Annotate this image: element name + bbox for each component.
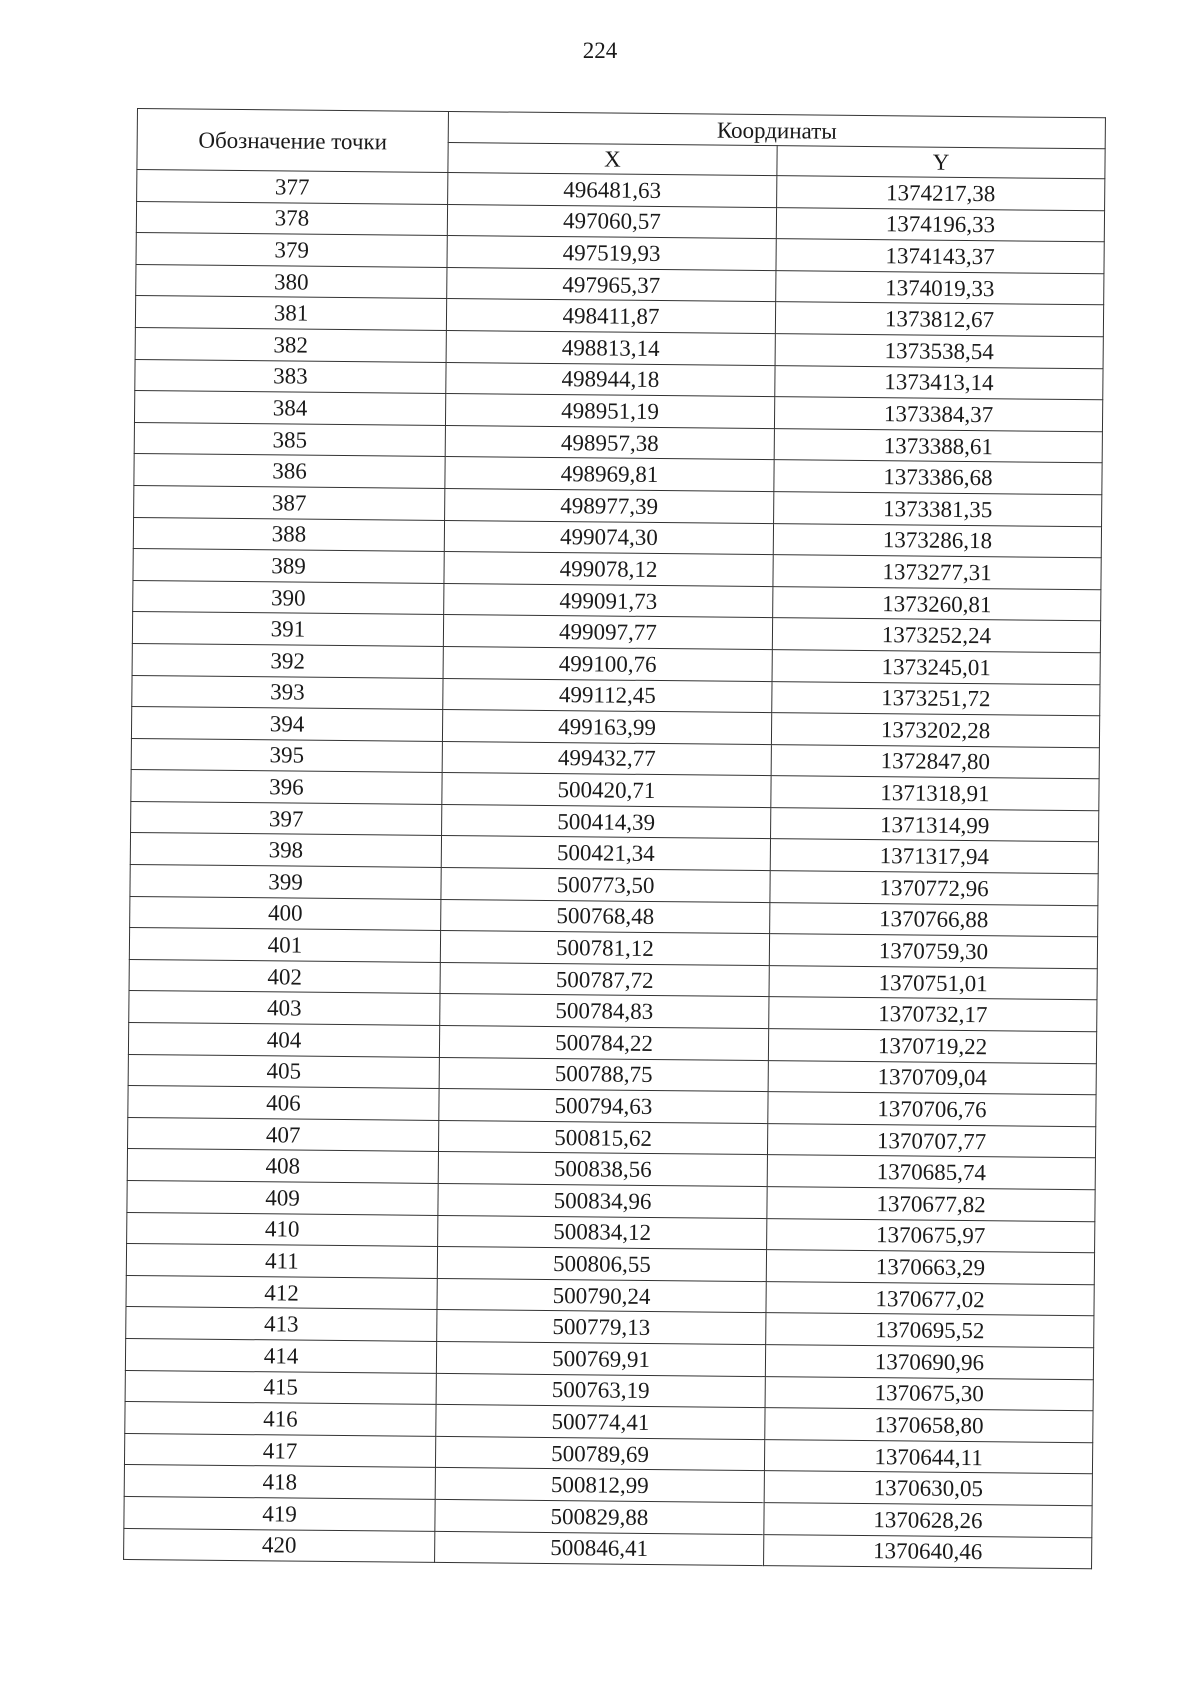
x-coordinate-cell: 500421,34	[441, 836, 770, 871]
header-point-designation: Обозначение точки	[137, 109, 449, 173]
y-coordinate-cell: 1373413,14	[775, 365, 1103, 400]
header-coordinates: Координаты	[448, 111, 1105, 148]
x-coordinate-cell: 500414,39	[442, 804, 771, 839]
x-coordinate-cell: 500829,88	[435, 1499, 764, 1534]
point-cell: 397	[131, 801, 442, 836]
x-coordinate-cell: 498951,19	[445, 394, 774, 429]
page-number: 224	[582, 38, 618, 63]
x-coordinate-cell: 500784,83	[440, 994, 769, 1029]
point-cell: 384	[134, 391, 445, 426]
y-coordinate-cell: 1370663,29	[766, 1250, 1094, 1285]
y-coordinate-cell: 1370658,80	[765, 1408, 1093, 1443]
x-coordinate-cell: 500784,22	[439, 1025, 768, 1060]
x-coordinate-cell: 500787,72	[440, 962, 769, 997]
y-coordinate-cell: 1373202,28	[771, 713, 1099, 748]
point-cell: 385	[134, 422, 445, 457]
point-cell: 393	[132, 675, 443, 710]
point-cell: 379	[136, 233, 447, 268]
x-coordinate-cell: 499163,99	[442, 710, 771, 745]
point-cell: 411	[126, 1244, 437, 1279]
point-cell: 390	[133, 580, 444, 615]
y-coordinate-cell: 1373384,37	[774, 397, 1102, 432]
y-coordinate-cell: 1370677,82	[767, 1187, 1095, 1222]
point-cell: 420	[124, 1528, 435, 1563]
x-coordinate-cell: 500420,71	[442, 773, 771, 808]
y-coordinate-cell: 1373252,24	[772, 618, 1100, 653]
y-coordinate-cell: 1370630,05	[764, 1471, 1092, 1506]
y-coordinate-cell: 1370709,04	[768, 1060, 1096, 1095]
point-cell: 412	[126, 1275, 437, 1310]
point-cell: 416	[125, 1402, 436, 1437]
point-cell: 383	[135, 359, 446, 394]
y-coordinate-cell: 1373286,18	[773, 523, 1101, 558]
y-coordinate-cell: 1370772,96	[770, 871, 1098, 906]
y-coordinate-cell: 1371317,94	[770, 839, 1098, 874]
x-coordinate-cell: 497965,37	[447, 267, 776, 302]
y-coordinate-cell: 1370751,01	[769, 965, 1097, 1000]
table-header-row	[137, 109, 1105, 149]
point-cell: 409	[127, 1180, 438, 1215]
y-coordinate-cell: 1370644,11	[764, 1439, 1092, 1474]
point-cell: 386	[134, 454, 445, 489]
x-coordinate-cell: 499432,77	[442, 741, 771, 776]
coordinates-table-container	[123, 108, 1105, 1569]
point-cell: 405	[128, 1054, 439, 1089]
x-coordinate-cell: 500834,12	[438, 1215, 767, 1250]
x-coordinate-cell: 500773,50	[441, 868, 770, 903]
y-coordinate-cell: 1370732,17	[769, 997, 1097, 1032]
point-cell: 398	[130, 833, 441, 868]
x-coordinate-cell: 500815,62	[438, 1120, 767, 1155]
coordinates-table	[123, 108, 1106, 1569]
y-coordinate-cell: 1373388,61	[774, 428, 1102, 463]
point-cell: 408	[127, 1149, 438, 1184]
x-coordinate-cell: 500790,24	[437, 1278, 766, 1313]
y-coordinate-cell: 1370759,30	[769, 934, 1097, 969]
y-coordinate-cell: 1372847,80	[771, 744, 1099, 779]
x-coordinate-cell: 499078,12	[444, 552, 773, 587]
point-cell: 381	[135, 296, 446, 331]
point-cell: 388	[133, 517, 444, 552]
y-coordinate-cell: 1371318,91	[771, 776, 1099, 811]
x-coordinate-cell: 500781,12	[440, 931, 769, 966]
point-cell: 380	[136, 264, 447, 299]
x-coordinate-cell: 499097,77	[443, 615, 772, 650]
y-coordinate-cell: 1370707,77	[767, 1123, 1095, 1158]
point-cell: 410	[127, 1212, 438, 1247]
y-coordinate-cell: 1373386,68	[774, 460, 1102, 495]
x-coordinate-cell: 500788,75	[439, 1057, 768, 1092]
y-coordinate-cell: 1373245,01	[772, 650, 1100, 685]
header-x: X	[448, 142, 777, 175]
y-coordinate-cell: 1373538,54	[775, 334, 1103, 369]
y-coordinate-cell: 1374196,33	[776, 207, 1104, 242]
point-cell: 402	[129, 959, 440, 994]
point-cell: 418	[124, 1465, 435, 1500]
x-coordinate-cell: 498411,87	[446, 299, 775, 334]
point-cell: 401	[129, 928, 440, 963]
x-coordinate-cell: 498977,39	[445, 488, 774, 523]
x-coordinate-cell: 496481,63	[448, 172, 777, 207]
x-coordinate-cell: 500763,19	[436, 1373, 765, 1408]
x-coordinate-cell: 500838,56	[438, 1152, 767, 1187]
point-cell: 378	[136, 201, 447, 236]
point-cell: 387	[134, 485, 445, 520]
y-coordinate-cell: 1373260,81	[773, 586, 1101, 621]
y-coordinate-cell: 1370677,02	[766, 1281, 1094, 1316]
y-coordinate-cell: 1374143,37	[776, 239, 1104, 274]
x-coordinate-cell: 497519,93	[447, 236, 776, 271]
table-body	[124, 170, 1105, 1569]
y-coordinate-cell: 1373277,31	[773, 555, 1101, 590]
point-cell: 413	[126, 1307, 437, 1342]
x-coordinate-cell: 500774,41	[436, 1405, 765, 1440]
x-coordinate-cell: 499112,45	[443, 678, 772, 713]
y-coordinate-cell: 1373251,72	[772, 681, 1100, 716]
y-coordinate-cell: 1370640,46	[764, 1534, 1092, 1569]
x-coordinate-cell: 500779,13	[437, 1310, 766, 1345]
y-coordinate-cell: 1370706,76	[768, 1092, 1096, 1127]
point-cell: 389	[133, 549, 444, 584]
point-cell: 377	[137, 170, 448, 205]
x-coordinate-cell: 500806,55	[437, 1247, 766, 1282]
y-coordinate-cell: 1374217,38	[777, 176, 1105, 211]
x-coordinate-cell: 498957,38	[445, 425, 774, 460]
x-coordinate-cell: 498969,81	[445, 457, 774, 492]
y-coordinate-cell: 1370675,30	[765, 1376, 1093, 1411]
point-cell: 391	[132, 612, 443, 647]
header-y: Y	[777, 146, 1105, 179]
y-coordinate-cell: 1370685,74	[767, 1155, 1095, 1190]
y-coordinate-cell: 1374019,33	[776, 270, 1104, 305]
point-cell: 396	[131, 770, 442, 805]
point-cell: 414	[125, 1338, 436, 1373]
y-coordinate-cell: 1373812,67	[775, 302, 1103, 337]
y-coordinate-cell: 1370719,22	[768, 1029, 1096, 1064]
x-coordinate-cell: 498813,14	[446, 330, 775, 365]
point-cell: 382	[135, 327, 446, 362]
point-cell: 406	[128, 1086, 439, 1121]
x-coordinate-cell: 498944,18	[446, 362, 775, 397]
x-coordinate-cell: 500834,96	[438, 1183, 767, 1218]
y-coordinate-cell: 1370628,26	[764, 1503, 1092, 1538]
y-coordinate-cell: 1373381,35	[774, 492, 1102, 527]
y-coordinate-cell: 1370695,52	[766, 1313, 1094, 1348]
point-cell: 407	[128, 1117, 439, 1152]
x-coordinate-cell: 499100,76	[443, 646, 772, 681]
point-cell: 404	[128, 1022, 439, 1057]
point-cell: 394	[131, 707, 442, 742]
x-coordinate-cell: 500789,69	[435, 1436, 764, 1471]
y-coordinate-cell: 1370690,96	[765, 1345, 1093, 1380]
point-cell: 400	[130, 896, 441, 931]
point-cell: 399	[130, 865, 441, 900]
point-cell: 395	[131, 738, 442, 773]
x-coordinate-cell: 497060,57	[447, 204, 776, 239]
x-coordinate-cell: 500768,48	[441, 899, 770, 934]
point-cell: 417	[124, 1433, 435, 1468]
point-cell: 415	[125, 1370, 436, 1405]
x-coordinate-cell: 500846,41	[435, 1531, 764, 1566]
x-coordinate-cell: 500794,63	[439, 1089, 768, 1124]
x-coordinate-cell: 499091,73	[444, 583, 773, 618]
point-cell: 419	[124, 1496, 435, 1531]
x-coordinate-cell: 500769,91	[436, 1341, 765, 1376]
y-coordinate-cell: 1371314,99	[771, 807, 1099, 842]
point-cell: 403	[129, 991, 440, 1026]
x-coordinate-cell: 499074,30	[444, 520, 773, 555]
x-coordinate-cell: 500812,99	[435, 1468, 764, 1503]
point-cell: 392	[132, 643, 443, 678]
y-coordinate-cell: 1370675,97	[767, 1218, 1095, 1253]
y-coordinate-cell: 1370766,88	[770, 902, 1098, 937]
